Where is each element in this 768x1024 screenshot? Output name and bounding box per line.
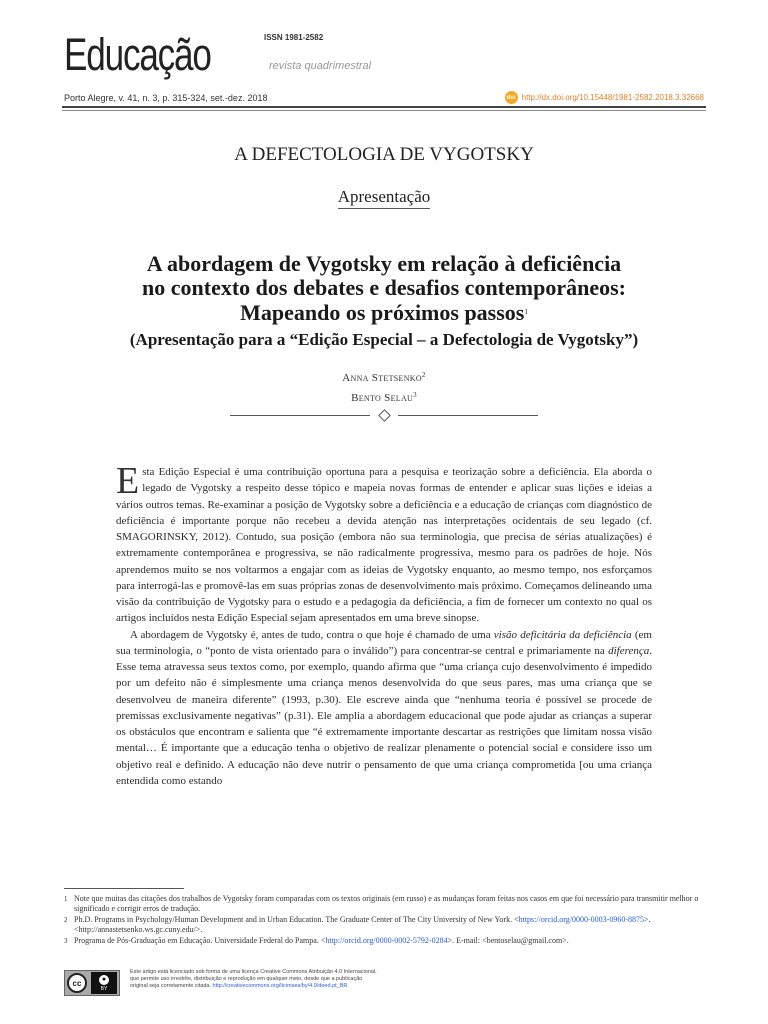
footnote-text bbox=[74, 936, 569, 946]
footnote-number: 1 bbox=[64, 895, 68, 903]
issn: ISSN 1981-2582 bbox=[264, 33, 324, 42]
article-body bbox=[116, 460, 652, 789]
license-block bbox=[64, 968, 484, 998]
paragraph-2-text-b: (em sua terminologia, o “ponto de vista orientado para o inválido”) para concentrar-se central e primariamente na bbox=[116, 628, 652, 657]
creative-commons-icon: cc bbox=[67, 973, 87, 993]
footnote-3-text: Programa de Pós-Graduação em Educação. Universidade Federal do Pampa. < bbox=[74, 936, 326, 945]
paragraph-2 bbox=[116, 627, 652, 790]
footnote-rule bbox=[64, 888, 184, 889]
issue-citation: Porto Alegre, v. 41, n. 3, p. 315-324, set.-dez. 2018 bbox=[64, 93, 268, 103]
authors bbox=[0, 367, 768, 407]
article-title bbox=[0, 252, 768, 325]
doi-block[interactable] bbox=[505, 91, 704, 104]
paragraph-1 bbox=[116, 460, 652, 627]
journal-title: Educação bbox=[64, 29, 211, 80]
footnote-2-text: Ph.D. Programs in Psychology/Human Development and in Urban Education. The Graduate Center of The City University of New York. < bbox=[74, 915, 519, 924]
footnote-1-text: Note que muitas das citações dos trabalhos de Vygotsky foram comparadas com os textos originais (em russo) e as mudanças foram feitas nos casos em que foi necessário para transmitir melhor o significado e corrigir erros de tradução. bbox=[74, 894, 699, 913]
footnote-text bbox=[74, 894, 706, 914]
section-title: A DEFECTOLOGIA DE VYGOTSKY bbox=[234, 144, 534, 165]
paragraph-1-text: sta Edição Especial é uma contribuição oportuna para a pesquisa e teorização sobre a deficiência. Ela aborda o legado de Vygotsky a respeito desse tópico e mapeia novas formas de entender e aplicar suas lições e ideias a vários outros temas. Re-examinar a posição de Vygotsky sobre a deficiência e a educação de crianças com diagnóstico de deficiência é importante porque não recebeu a devida atenção nas interpretações ocidentais de seu legado (cf. SMAGORINSKY, 2012). Contudo, sua posição (embora não sua terminologia, que precisa de sérias atualizações) é extremamente contemporânea e progressiva, se não radicalmente progressiva, mesmo para os padrões de hoje. Nós aprendemos muito se nos voltarmos a engajar com as ideias de Vygotsky enquanto, ao mesmo tempo, nos esforçamos para interrogá-las e promovê-las em suas próprias zonas de desenvolvimento mais próximo. Começamos delineando uma visão da contribuição de Vygotsky para o estudo e a pedagogia da deficiência, a fim de fornecer um contexto no qual os artigos incluídos nesta Edição Especial sejam apresentados em uma breve sinopse. bbox=[116, 466, 652, 625]
title-line-3-wrap bbox=[0, 300, 768, 325]
title-line-1: A abordagem de Vygotsky em relação à deficiência bbox=[146, 251, 622, 276]
header-rule-thin bbox=[62, 110, 706, 111]
license-line-2: que permite uso irrestrito, distribuição e reprodução em qualquer meio, desde que a publicação bbox=[130, 976, 363, 982]
paragraph-2-text-c: . Esse tema atravessa seus textos como, por exemplo, quando afirma que “uma criança cujo desenvolvimento é impedido por um defeito não é simplesmente uma criança menos desenvolvida do que seus pares, mas uma criança que se desenvolveu de maneira diferente” (1993, p.30). Ele escreve ainda que “nenhuma teoria é possível se procede de premissas exclusivamente negativas” (p.31). Ele amplia a abordagem educacional que pode ajudar as crianças a superar os obstáculos que encontram e salienta que “é extremamente importante descartar as restrições que limitam nossa visão mental… É importante que a educação tenha o objetivo de realizar plenamente o potencial social e considere isso um objetivo real e definido. A educação não deve nutrir o pensamento de que uma criança comprometida [ou uma criança entendida como estando bbox=[116, 644, 652, 787]
footnote-number: 2 bbox=[64, 916, 68, 924]
header-rule bbox=[62, 106, 706, 108]
cc-by-badge[interactable] bbox=[64, 970, 120, 996]
license-line-1: Este artigo está licenciado sob forma de uma licença Creative Commons Atribuição 4.0 Internacional, bbox=[130, 969, 377, 975]
footnote-2-orcid-link[interactable]: https://orcid.org/0000-0003-0960-8875 bbox=[518, 915, 644, 924]
paragraph-2-text-a: A abordagem de Vygotsky é, antes de tudo, contra o que hoje é chamado de uma bbox=[130, 628, 494, 641]
divider-line-left bbox=[230, 415, 370, 416]
footnote-2 bbox=[64, 915, 706, 935]
attribution-icon bbox=[91, 972, 117, 994]
author-2-footnote-ref[interactable]: 3 bbox=[413, 391, 417, 399]
doi-link[interactable]: http://dx.doi.org/10.15448/1981-2582.2018.3.32668 bbox=[521, 93, 704, 102]
paragraph-2-emphasis-1: visão deficitária da deficiência bbox=[493, 628, 632, 641]
title-line-3: Mapeando os próximos passos bbox=[240, 300, 525, 325]
ornament-divider bbox=[230, 411, 538, 421]
author-1 bbox=[0, 367, 768, 387]
license-link[interactable]: http://creativecommons.org/licenses/by/4.0/deed.pt_BR bbox=[212, 983, 348, 989]
footnote-3-after: >. E-mail: <bentoselau@gmail.com>. bbox=[447, 936, 569, 945]
article-subtitle: (Apresentação para a “Edição Especial – a Defectologia de Vygotsky”) bbox=[129, 330, 639, 349]
divider-line-right bbox=[398, 415, 538, 416]
paragraph-2-emphasis-2: diferença bbox=[608, 644, 650, 657]
license-line-3-text: original seja corretamente citada. bbox=[130, 983, 213, 989]
doi-icon: doi bbox=[505, 91, 518, 104]
footnote-2-after: >. <http://annastetsenko.ws.gc.cuny.edu/>. bbox=[74, 915, 651, 934]
author-2-name: Bento Selau bbox=[351, 392, 414, 404]
title-line-2: no contexto dos debates e desafios contemporâneos: bbox=[142, 275, 626, 300]
author-1-footnote-ref[interactable]: 2 bbox=[421, 371, 426, 379]
journal-masthead bbox=[64, 30, 704, 80]
license-line-3 bbox=[130, 983, 470, 990]
attribution-label: BY bbox=[100, 985, 108, 992]
drop-cap: E bbox=[116, 460, 140, 502]
author-2 bbox=[0, 387, 768, 407]
footnote-3-orcid-link[interactable]: http://orcid.org/0000-0002-5792-0284 bbox=[325, 936, 448, 945]
journal-subtitle: revista quadrimestral bbox=[269, 60, 372, 72]
license-text bbox=[130, 969, 470, 990]
footnotes bbox=[64, 894, 706, 947]
article-type bbox=[0, 187, 768, 207]
title-footnote-ref[interactable]: 1 bbox=[524, 308, 528, 316]
footnote-3 bbox=[64, 936, 706, 946]
footnote-number: 3 bbox=[64, 937, 68, 945]
diamond-ornament-icon bbox=[378, 409, 391, 422]
footnote-text bbox=[74, 915, 706, 935]
author-1-name: Anna Stetsenko bbox=[342, 372, 422, 384]
person-icon: ● bbox=[99, 975, 109, 985]
article-type-label: Apresentação bbox=[338, 187, 431, 209]
footnote-1 bbox=[64, 894, 706, 914]
